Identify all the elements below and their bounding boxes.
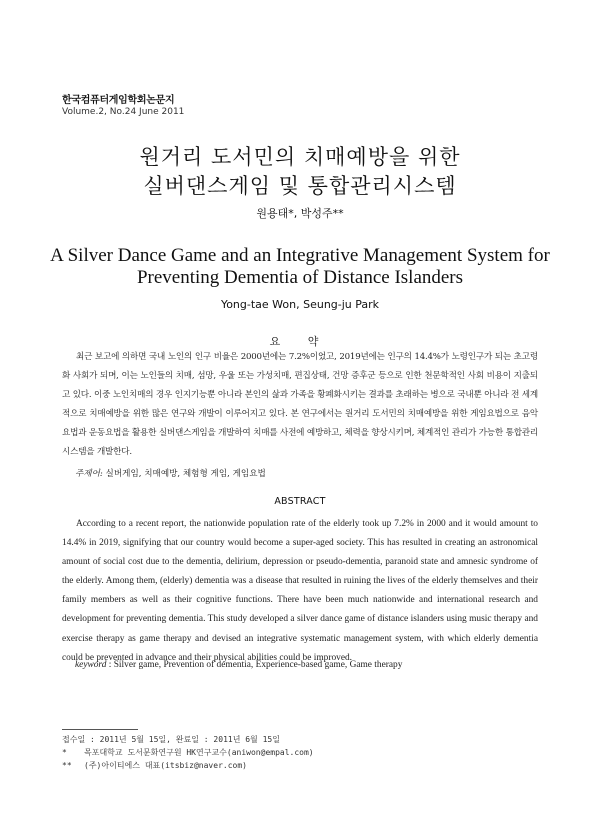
- korean-authors: 원용태*, 박성주**: [256, 207, 344, 220]
- footnotes: [62, 733, 538, 772]
- journal-volume: Volume.2, No.24 June 2011: [62, 107, 185, 117]
- korean-keywords-label: 주제어:: [75, 469, 103, 479]
- korean-title: [0, 143, 600, 201]
- english-keywords-list: : Silver game, Prevention of dementia, Experience-based game, Game therapy: [106, 660, 403, 670]
- english-keywords-label: keyword: [75, 660, 107, 670]
- korean-keywords: [75, 467, 266, 479]
- korean-abstract-heading: 요 약: [269, 335, 331, 348]
- footnote-author2-text: (주)아이티에스 대표(itsbiz@naver.com): [84, 761, 247, 770]
- english-abstract-heading: ABSTRACT: [274, 496, 326, 507]
- footnote-dates: 접수일 : 2011년 5월 15일, 완료일 : 2011년 6월 15일: [62, 735, 280, 744]
- english-keywords: [75, 660, 402, 670]
- journal-header: [62, 91, 184, 117]
- footnote-author1-text: 목포대학교 도서문화연구원 HK연구교수(aniwon@empal.com): [84, 748, 314, 757]
- footnote-author1: [62, 746, 538, 759]
- korean-title-line2: 실버댄스게임 및 통합관리시스템: [143, 174, 457, 198]
- english-abstract-body: According to a recent report, the nationwide population rate of the elderly took up 7.2% in 2000 and it would amount to 14.4% in 2019, signifying that our country would become a super-aged society. This has resulted in creating an astronomical amount of social cost due to the dementia, delirium, depression or pseudo-dementia, paranoid state and amnesic syndrome of the elderly. Among them, (elderly) dementia was a disease that resulted in ruining the lives of the elderly themselves and their family members as well as their cognitive functions. There have been much nationwide and international research and development for preventing dementia. This study developed a silver dance game of distance islanders using music therapy and exercise therapy as game therapy and devised an integrative systematic management system, with which elderly dementia could be prevented in advance and their physical abilities could be improved.: [62, 519, 538, 663]
- footnote-author1-mark: *: [62, 748, 67, 757]
- english-title-line2: Preventing Dementia of Distance Islanders: [136, 267, 464, 288]
- korean-title-line1: 원거리 도서민의 치매예방을 위한: [139, 145, 461, 169]
- journal-name: 한국컴퓨터게임학회논문지: [62, 95, 175, 106]
- english-title-line1: A Silver Dance Game and an Integrative Management System for: [50, 245, 550, 266]
- korean-keywords-list: 실버게임, 치매예방, 체험형 게임, 게임요법: [102, 469, 266, 479]
- footnote-author2: [62, 759, 538, 772]
- english-authors: Yong-tae Won, Seung-ju Park: [220, 298, 380, 311]
- footnote-author2-mark: **: [62, 761, 72, 770]
- korean-abstract-body: 최근 보고에 의하면 국내 노인의 인구 비율은 2000년에는 7.2%이었고, 2019년에는 인구의 14.4%가 노령인구가 되는 초고령화 사회가 되며, 이는 노인들의 치매, 섬망, 우울 또는 가성치매, 편집상태, 건망 증후군 등으로 인한 천문학적인 사회 비용이 지출되고 있다. 이중 노인치매의 경우 인지기능뿐 아니라 본인의 삶과 가족을 황폐화시키는 결과를 초래하는 병으로 국내뿐 아니라 전 세계적으로 치매예방을 위한 많은 연구와 개발이 이루어지고 있다. 본 연구에서는 원거리 도서민의 치매예방을 위한 게임요법으로 음악요법과 운동요법을 활용한 실버댄스게임을 개발하여 치매를 사전에 예방하고, 체력을 향상시키며, 체계적인 관리가 가능한 통합관리시스템을 개발한다.: [62, 352, 538, 458]
- english-title: [0, 245, 600, 289]
- footnote-divider: [62, 729, 138, 730]
